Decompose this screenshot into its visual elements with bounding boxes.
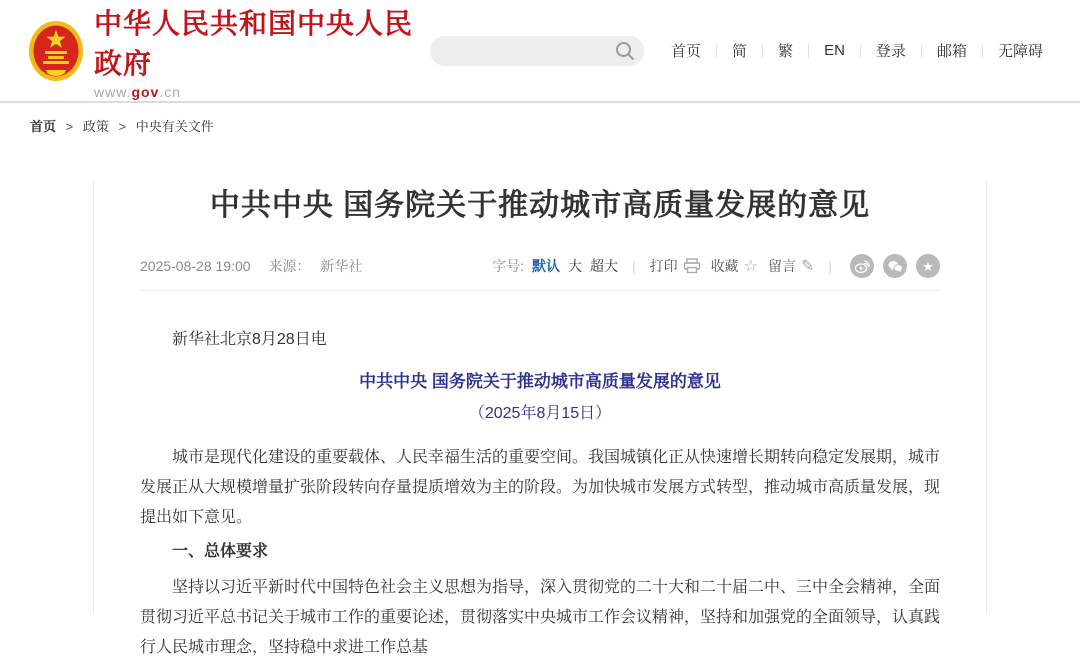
article-meta-left [140,256,362,276]
nav-home[interactable]: 首页 [670,43,701,60]
fontsize-large-button[interactable]: 大 [567,258,582,274]
star-icon: ☆ [743,258,758,275]
nav-traditional[interactable]: 繁 [778,43,794,60]
nav-english[interactable]: EN [824,42,845,59]
share-weibo-button[interactable] [850,254,874,278]
print-button[interactable] [650,256,701,276]
article-meta-row [140,254,940,291]
print-label: 打印 [649,258,678,274]
publish-datetime: 2025-08-28 19:00 [140,258,251,274]
nav-separator: ｜ [914,44,928,59]
paragraph-section-1: 坚持以习近平新时代中国特色社会主义思想为指导，深入贯彻党的二十大和二十届二中、三中全会精神，全面贯彻习近平总书记关于城市工作的重要论述，贯彻落实中央城市工作会议精神，坚持和加强党的全面领导，认真践行人民城市理念，坚持稳中求进工作总基 [140,579,941,656]
breadcrumb [30,116,214,135]
source-name[interactable]: 新华社 [320,258,363,274]
site-logo[interactable] [28,2,430,100]
breadcrumb-separator: > [118,119,127,134]
breadcrumb-bar [0,103,1080,148]
wechat-icon [888,260,903,273]
fontsize-default-button[interactable]: 默认 [531,258,560,274]
meta-separator: | [828,258,832,274]
share-wechat-button[interactable] [883,254,907,278]
nav-login[interactable]: 登录 [875,43,906,60]
nav-separator: ｜ [709,44,723,59]
nav-separator: ｜ [853,44,867,59]
article-body [140,325,940,663]
fontsize-label: 字号: [492,258,524,274]
page-title: 中共中央 国务院关于推动城市高质量发展的意见 [209,189,871,222]
weibo-icon [855,260,870,273]
nav-accessibility[interactable]: 无障碍 [997,43,1043,60]
comment-button[interactable] [768,256,814,276]
site-header [0,0,1080,103]
site-title: 中华人民共和国中央人民政府 [94,7,414,79]
nav-separator: ｜ [975,44,989,59]
search-icon [614,40,636,62]
nav-mail[interactable]: 邮箱 [936,43,967,60]
meta-separator: | [631,258,636,274]
favorite-button[interactable] [711,256,758,276]
breadcrumb-central-documents[interactable]: 中央有关文件 [135,119,214,134]
nav-separator: ｜ [802,44,816,59]
comment-label: 留言 [767,258,796,274]
search-button[interactable] [614,40,636,62]
nav-simplified[interactable]: 简 [732,43,748,60]
site-url-gov: gov [131,83,160,100]
national-emblem-icon [28,20,84,82]
article-card [93,180,987,656]
fontsize-xlarge-button[interactable]: 超大 [589,258,618,274]
document-title: 中共中央 国务院关于推动城市高质量发展的意见 [359,372,721,391]
document-date: （2025年8月15日） [468,405,612,422]
paragraph-intro: 城市是现代化建设的重要载体、人民幸福生活的重要空间。我国城镇化正从快速增长期转向稳定发展期，城市发展正从大规模增量扩张阶段转向存量提质增效为主的阶段。为加快城市发展方式转型，推动城市高质量发展，现提出如下意见。 [140,449,941,526]
section-heading-1: 一、总体要求 [172,543,269,560]
share-more-button[interactable] [916,254,940,278]
breadcrumb-policy[interactable]: 政策 [82,119,109,134]
search-input[interactable] [430,36,644,66]
site-url-cn: .cn [159,83,182,100]
breadcrumb-separator: > [65,119,74,134]
article-meta-tools [492,254,940,278]
dateline: 新华社北京8月28日电 [172,331,327,348]
site-url-www: www. [94,83,132,100]
share-group [850,254,940,278]
site-url [94,84,430,100]
pencil-icon: ✎ [800,258,815,275]
breadcrumb-home[interactable]: 首页 [30,119,57,134]
top-nav [662,40,1052,61]
printer-icon [683,258,701,274]
share-star-icon: ★ [922,258,934,274]
fontsize-group [492,256,618,276]
nav-separator: ｜ [756,44,770,59]
search-box [430,36,644,66]
source-label: 来源： [268,258,311,274]
favorite-label: 收藏 [710,258,739,274]
